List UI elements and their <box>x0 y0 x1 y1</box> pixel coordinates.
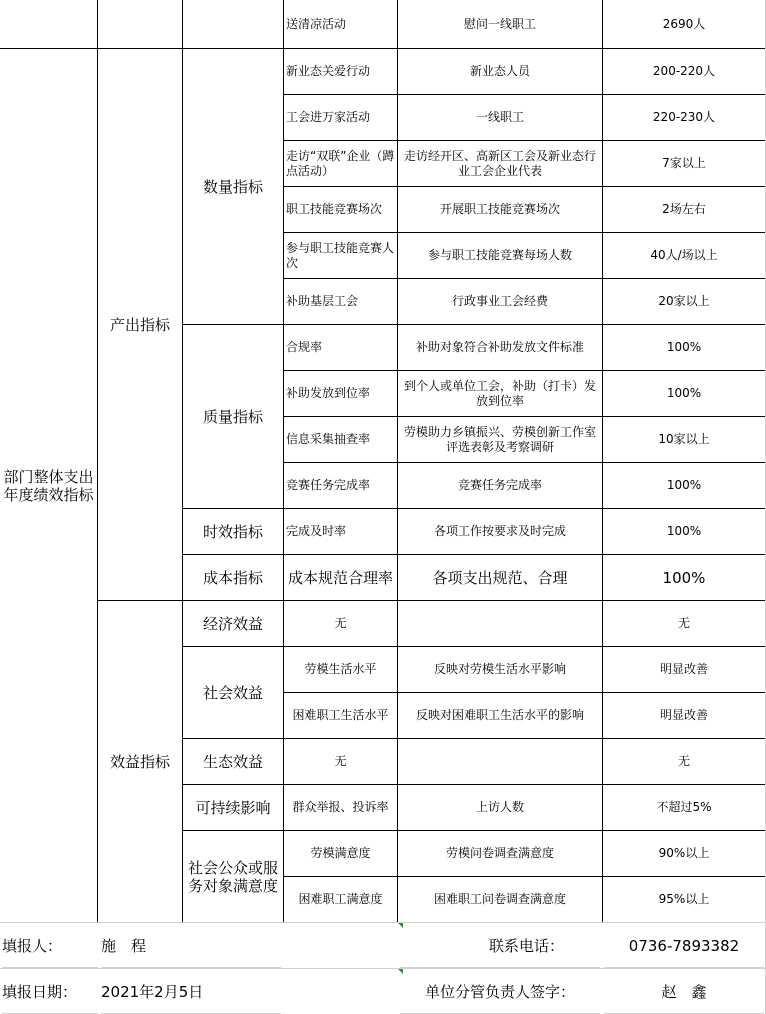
phone-value: 0736-7893382 <box>604 924 764 968</box>
target-cell: 无 <box>603 739 766 785</box>
indicator-cell: 群众举报、投诉率 <box>284 785 398 831</box>
target-cell: 40人/场以上 <box>603 233 766 279</box>
content-cell: 到个人或单位工会，补助（打卡）发放到位率 <box>398 371 603 417</box>
indicator-cell: 工会进万家活动 <box>284 95 398 141</box>
phone-label: 联系电话： <box>400 924 600 968</box>
content-cell <box>398 739 603 785</box>
target-cell: 2场左右 <box>603 187 766 233</box>
indicator-cell: 职工技能竞赛场次 <box>284 187 398 233</box>
level2-cell: 产出指标 <box>98 49 183 601</box>
content-cell: 慰问一线职工 <box>398 0 603 49</box>
level3-cell: 成本指标 <box>183 555 284 601</box>
level1-cell: 部门整体支出年度绩效指标 <box>0 49 98 923</box>
indicator-cell: 竞赛任务完成率 <box>284 463 398 509</box>
content-cell: 困难职工问卷调查满意度 <box>398 877 603 923</box>
target-cell: 90%以上 <box>603 831 766 877</box>
content-cell: 劳模问卷调查满意度 <box>398 831 603 877</box>
comment-marker-icon <box>398 969 403 974</box>
target-cell: 100% <box>603 463 766 509</box>
filler-label: 填报人： <box>2 924 98 968</box>
content-cell: 上访人数 <box>398 785 603 831</box>
indicator-cell: 补助发放到位率 <box>284 371 398 417</box>
target-cell: 220-230人 <box>603 95 766 141</box>
target-cell: 100% <box>603 371 766 417</box>
target-cell: 200-220人 <box>603 49 766 95</box>
content-cell: 行政事业工会经费 <box>398 279 603 325</box>
target-cell: 10家以上 <box>603 417 766 463</box>
level2-cell <box>98 0 183 49</box>
content-cell: 竞赛任务完成率 <box>398 463 603 509</box>
level3-cell: 社会效益 <box>183 647 284 739</box>
content-cell: 新业态人员 <box>398 49 603 95</box>
target-cell: 2690人 <box>603 0 766 49</box>
indicator-cell: 完成及时率 <box>284 509 398 555</box>
target-cell: 明显改善 <box>603 693 766 739</box>
content-cell: 一线职工 <box>398 95 603 141</box>
indicator-cell: 无 <box>284 739 398 785</box>
target-cell: 不超过5% <box>603 785 766 831</box>
content-cell: 各项工作按要求及时完成 <box>398 509 603 555</box>
target-cell: 100% <box>603 325 766 371</box>
level3-cell: 数量指标 <box>183 49 284 325</box>
target-cell: 7家以上 <box>603 141 766 187</box>
level3-cell <box>183 0 284 49</box>
date-label: 填报日期： <box>2 970 98 1014</box>
target-cell: 20家以上 <box>603 279 766 325</box>
content-cell: 走访经开区、高新区工会及新业态行业工会企业代表 <box>398 141 603 187</box>
level3-cell: 可持续影响 <box>183 785 284 831</box>
level2-cell: 效益指标 <box>98 601 183 923</box>
indicator-cell: 困难职工满意度 <box>284 877 398 923</box>
indicator-cell: 补助基层工会 <box>284 279 398 325</box>
target-cell: 100% <box>603 509 766 555</box>
content-cell: 反映对困难职工生活水平的影响 <box>398 693 603 739</box>
signer-label: 单位分管负责人签字： <box>400 970 600 1014</box>
content-cell: 参与职工技能竞赛每场人数 <box>398 233 603 279</box>
indicator-cell: 劳模满意度 <box>284 831 398 877</box>
level3-cell: 质量指标 <box>183 325 284 509</box>
indicator-cell: 劳模生活水平 <box>284 647 398 693</box>
target-cell: 100% <box>603 555 766 601</box>
content-cell: 各项支出规范、合理 <box>398 555 603 601</box>
level3-cell: 社会公众或服务对象满意度 <box>183 831 284 923</box>
level3-cell: 经济效益 <box>183 601 284 647</box>
content-cell: 补助对象符合补助发放文件标准 <box>398 325 603 371</box>
content-cell <box>398 601 603 647</box>
comment-marker-icon <box>398 923 403 928</box>
level3-cell: 生态效益 <box>183 739 284 785</box>
indicator-cell: 参与职工技能竞赛人次 <box>284 233 398 279</box>
target-cell: 明显改善 <box>603 647 766 693</box>
level3-cell: 时效指标 <box>183 509 284 555</box>
indicator-cell: 新业态关爱行动 <box>284 49 398 95</box>
indicator-cell: 困难职工生活水平 <box>284 693 398 739</box>
indicator-cell: 信息采集抽查率 <box>284 417 398 463</box>
indicator-cell: 成本规范合理率 <box>284 555 398 601</box>
date-value: 2021年2月5日 <box>101 970 281 1014</box>
target-cell: 95%以上 <box>603 877 766 923</box>
content-cell: 反映对劳模生活水平影响 <box>398 647 603 693</box>
content-cell: 劳模助力乡镇振兴、劳模创新工作室评选表彰及考察调研 <box>398 417 603 463</box>
level1-cell <box>0 0 98 49</box>
filler-name: 施 程 <box>101 924 281 968</box>
indicator-cell: 送清凉活动 <box>284 0 398 49</box>
indicator-cell: 无 <box>284 601 398 647</box>
target-cell: 无 <box>603 601 766 647</box>
signer-value: 赵 鑫 <box>604 970 764 1014</box>
indicator-cell: 走访“双联”企业（蹲点活动） <box>284 141 398 187</box>
content-cell: 开展职工技能竞赛场次 <box>398 187 603 233</box>
indicator-cell: 合规率 <box>284 325 398 371</box>
